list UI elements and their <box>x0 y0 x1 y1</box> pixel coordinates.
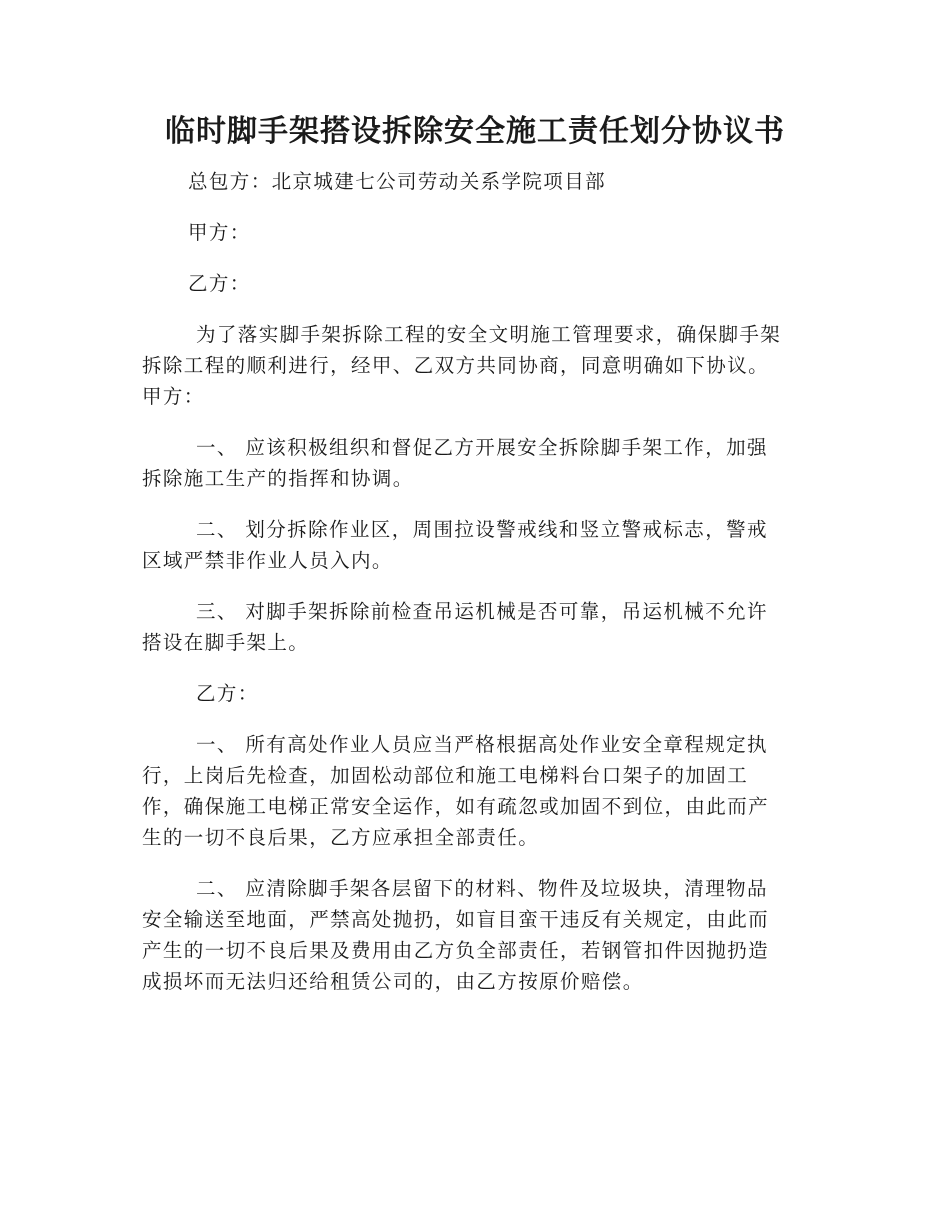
general-contractor-line <box>142 166 802 197</box>
party-a-label: 甲方： <box>188 221 251 244</box>
party-a-item-2-line-1: 二、 划分拆除作业区，周围拉设警戒线和竖立警戒标志，警戒 <box>196 518 768 541</box>
party-b-item-1-line-4: 生的一切不良后果，乙方应承担全部责任。 <box>142 826 540 849</box>
intro-paragraph <box>142 319 802 412</box>
party-b-item-1-line-3: 作，确保施工电梯正常安全运作，如有疏忽或加固不到位，由此而产 <box>142 795 770 818</box>
party-b-item-2 <box>142 873 802 997</box>
party-a-item-2 <box>142 514 802 576</box>
intro-line-2: 拆除工程的顺利进行，经甲、乙双方共同协商，同意明确如下协议。 <box>142 354 770 377</box>
document-body <box>142 166 802 1017</box>
party-b-label: 乙方： <box>188 272 251 295</box>
party-b-item-2-line-3: 产生的一切不良后果及费用由乙方负全部责任，若钢管扣件因抛扔造 <box>142 939 770 962</box>
party-b-item-2-line-1: 二、 应清除脚手架各层留下的材料、物件及垃圾块，清理物品 <box>196 877 768 900</box>
party-a-item-3-line-1: 三、 对脚手架拆除前检查吊运机械是否可靠，吊运机械不允许 <box>196 600 768 623</box>
party-b-item-2-line-4: 成损坏而无法归还给租赁公司的，由乙方按原价赔偿。 <box>142 970 644 993</box>
party-b-item-1-line-2: 行，上岗后先检查，加固松动部位和施工电梯料台口架子的加固工 <box>142 764 749 787</box>
party-a-item-2-line-2: 区域严禁非作业人员入内。 <box>142 549 393 572</box>
document-title: 临时脚手架搭设拆除安全施工责任划分协议书 <box>165 114 785 149</box>
party-a-line <box>142 217 802 248</box>
party-b-item-2-line-2: 安全输送至地面，严禁高处抛扔，如盲目蛮干违反有关规定，由此而 <box>142 908 770 931</box>
party-a-item-1 <box>142 432 802 494</box>
party-a-item-1-line-2: 拆除施工生产的指挥和协调。 <box>142 467 414 490</box>
intro-line-1: 为了落实脚手架拆除工程的安全文明施工管理要求，确保脚手架 <box>196 323 782 346</box>
party-b-item-1 <box>142 729 802 853</box>
party-a-item-3-line-2: 搭设在脚手架上。 <box>142 631 310 654</box>
party-b-heading-text: 乙方： <box>196 682 259 705</box>
intro-line-3: 甲方： <box>142 385 205 408</box>
general-contractor-text: 总包方：北京城建七公司劳动关系学院项目部 <box>188 170 607 193</box>
party-b-line <box>142 268 802 299</box>
party-b-item-1-line-1: 一、 所有高处作业人员应当严格根据高处作业安全章程规定执 <box>196 733 768 756</box>
party-a-item-3 <box>142 596 802 658</box>
party-a-item-1-line-1: 一、 应该积极组织和督促乙方开展安全拆除脚手架工作，加强 <box>196 436 768 459</box>
party-b-heading <box>142 678 802 709</box>
